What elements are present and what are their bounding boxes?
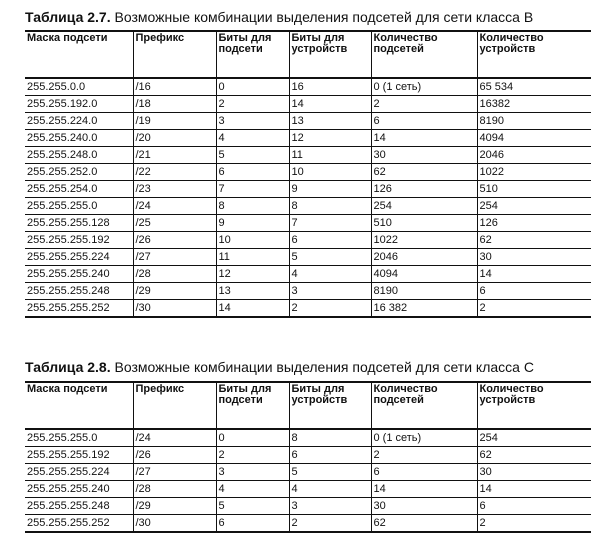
cell-mask: 255.255.255.0 xyxy=(25,429,133,447)
cell-host-count: 16382 xyxy=(477,96,591,113)
cell-prefix: /26 xyxy=(133,232,216,249)
cell-subnet-bits: 14 xyxy=(216,300,289,318)
table-row xyxy=(25,429,591,447)
cell-mask: 255.255.0.0 xyxy=(25,78,133,96)
table-row xyxy=(25,464,591,481)
cell-host-count: 65 534 xyxy=(477,78,591,96)
cell-subnet-bits: 4 xyxy=(216,481,289,498)
cell-mask: 255.255.255.192 xyxy=(25,447,133,464)
cell-host-count: 254 xyxy=(477,429,591,447)
table-row xyxy=(25,515,591,533)
cell-subnet-bits: 6 xyxy=(216,164,289,181)
table-2-8-number: Таблица 2.8. xyxy=(25,359,111,375)
cell-host-bits: 14 xyxy=(289,96,371,113)
cell-host-bits: 9 xyxy=(289,181,371,198)
cell-subnet-count: 8190 xyxy=(371,283,477,300)
cell-subnet-bits: 6 xyxy=(216,515,289,533)
cell-prefix: /30 xyxy=(133,300,216,318)
cell-subnet-count: 16 382 xyxy=(371,300,477,318)
cell-prefix: /29 xyxy=(133,498,216,515)
cell-subnet-bits: 5 xyxy=(216,147,289,164)
cell-mask: 255.255.192.0 xyxy=(25,96,133,113)
cell-host-bits: 6 xyxy=(289,447,371,464)
cell-host-count: 254 xyxy=(477,198,591,215)
cell-host-bits: 5 xyxy=(289,249,371,266)
header-host-bits: Биты для устройств xyxy=(289,382,371,429)
cell-mask: 255.255.240.0 xyxy=(25,130,133,147)
cell-subnet-count: 0 (1 сеть) xyxy=(371,429,477,447)
cell-subnet-count: 4094 xyxy=(371,266,477,283)
table-row xyxy=(25,96,591,113)
table-row xyxy=(25,266,591,283)
cell-prefix: /30 xyxy=(133,515,216,533)
cell-host-count: 126 xyxy=(477,215,591,232)
cell-host-bits: 11 xyxy=(289,147,371,164)
table-row xyxy=(25,198,591,215)
table-row xyxy=(25,283,591,300)
table-row xyxy=(25,498,591,515)
cell-mask: 255.255.248.0 xyxy=(25,147,133,164)
cell-subnet-count: 30 xyxy=(371,498,477,515)
header-prefix: Префикс xyxy=(133,382,216,429)
header-mask: Маска подсети xyxy=(25,382,133,429)
cell-mask: 255.255.255.128 xyxy=(25,215,133,232)
cell-prefix: /23 xyxy=(133,181,216,198)
cell-mask: 255.255.255.252 xyxy=(25,300,133,318)
table-2-7-number: Таблица 2.7. xyxy=(25,9,111,25)
cell-host-bits: 3 xyxy=(289,283,371,300)
cell-subnet-bits: 8 xyxy=(216,198,289,215)
header-row xyxy=(25,31,591,78)
cell-host-count: 62 xyxy=(477,232,591,249)
cell-mask: 255.255.255.248 xyxy=(25,498,133,515)
cell-host-bits: 13 xyxy=(289,113,371,130)
cell-subnet-count: 2 xyxy=(371,96,477,113)
cell-host-count: 2046 xyxy=(477,147,591,164)
cell-subnet-bits: 11 xyxy=(216,249,289,266)
cell-subnet-count: 30 xyxy=(371,147,477,164)
cell-subnet-count: 62 xyxy=(371,515,477,533)
cell-prefix: /21 xyxy=(133,147,216,164)
cell-subnet-bits: 10 xyxy=(216,232,289,249)
cell-host-bits: 7 xyxy=(289,215,371,232)
cell-subnet-bits: 3 xyxy=(216,113,289,130)
table-row xyxy=(25,481,591,498)
header-host-count: Количество устройств xyxy=(477,31,591,78)
cell-host-bits: 4 xyxy=(289,266,371,283)
cell-host-bits: 3 xyxy=(289,498,371,515)
cell-prefix: /26 xyxy=(133,447,216,464)
table-row xyxy=(25,232,591,249)
header-subnet-bits: Биты для подсети xyxy=(216,382,289,429)
table-2-8-caption xyxy=(25,359,534,375)
cell-mask: 255.255.224.0 xyxy=(25,113,133,130)
cell-host-count: 30 xyxy=(477,464,591,481)
cell-prefix: /25 xyxy=(133,215,216,232)
cell-subnet-count: 6 xyxy=(371,464,477,481)
cell-prefix: /28 xyxy=(133,481,216,498)
table-2-7-caption xyxy=(25,9,533,25)
cell-prefix: /24 xyxy=(133,429,216,447)
cell-subnet-bits: 3 xyxy=(216,464,289,481)
cell-host-count: 6 xyxy=(477,498,591,515)
cell-subnet-bits: 7 xyxy=(216,181,289,198)
cell-prefix: /27 xyxy=(133,249,216,266)
class-b-subnet-table xyxy=(25,30,591,318)
cell-mask: 255.255.255.248 xyxy=(25,283,133,300)
cell-subnet-bits: 9 xyxy=(216,215,289,232)
cell-subnet-bits: 2 xyxy=(216,447,289,464)
cell-mask: 255.255.255.192 xyxy=(25,232,133,249)
header-subnet-bits: Биты для подсети xyxy=(216,31,289,78)
cell-host-count: 30 xyxy=(477,249,591,266)
cell-subnet-count: 126 xyxy=(371,181,477,198)
cell-host-bits: 12 xyxy=(289,130,371,147)
cell-subnet-count: 14 xyxy=(371,481,477,498)
cell-prefix: /29 xyxy=(133,283,216,300)
table-row xyxy=(25,78,591,96)
cell-mask: 255.255.255.0 xyxy=(25,198,133,215)
cell-host-bits: 4 xyxy=(289,481,371,498)
cell-subnet-count: 14 xyxy=(371,130,477,147)
cell-mask: 255.255.255.240 xyxy=(25,481,133,498)
header-subnet-count: Количество подсетей xyxy=(371,382,477,429)
header-subnet-count: Количество подсетей xyxy=(371,31,477,78)
table-row xyxy=(25,249,591,266)
cell-subnet-bits: 2 xyxy=(216,96,289,113)
table-row xyxy=(25,300,591,318)
cell-prefix: /20 xyxy=(133,130,216,147)
cell-prefix: /19 xyxy=(133,113,216,130)
class-c-subnet-table xyxy=(25,381,591,533)
cell-mask: 255.255.254.0 xyxy=(25,181,133,198)
cell-host-bits: 5 xyxy=(289,464,371,481)
cell-host-bits: 8 xyxy=(289,198,371,215)
cell-host-count: 510 xyxy=(477,181,591,198)
cell-subnet-bits: 0 xyxy=(216,429,289,447)
cell-prefix: /28 xyxy=(133,266,216,283)
cell-mask: 255.255.252.0 xyxy=(25,164,133,181)
table-2-8-title: Возможные комбинации выделения подсетей для сети класса С xyxy=(114,359,534,375)
header-host-count: Количество устройств xyxy=(477,382,591,429)
table-row xyxy=(25,181,591,198)
cell-host-bits: 2 xyxy=(289,515,371,533)
cell-host-count: 4094 xyxy=(477,130,591,147)
cell-subnet-count: 62 xyxy=(371,164,477,181)
cell-prefix: /18 xyxy=(133,96,216,113)
cell-prefix: /27 xyxy=(133,464,216,481)
cell-host-count: 2 xyxy=(477,515,591,533)
table-2-7-title: Возможные комбинации выделения подсетей для сети класса В xyxy=(114,9,534,25)
cell-subnet-count: 2 xyxy=(371,447,477,464)
cell-subnet-count: 2046 xyxy=(371,249,477,266)
cell-subnet-count: 510 xyxy=(371,215,477,232)
cell-subnet-count: 1022 xyxy=(371,232,477,249)
cell-subnet-count: 254 xyxy=(371,198,477,215)
cell-host-count: 62 xyxy=(477,447,591,464)
cell-host-bits: 10 xyxy=(289,164,371,181)
cell-host-count: 8190 xyxy=(477,113,591,130)
cell-mask: 255.255.255.224 xyxy=(25,249,133,266)
table-row xyxy=(25,147,591,164)
cell-host-bits: 8 xyxy=(289,429,371,447)
table-row xyxy=(25,130,591,147)
cell-mask: 255.255.255.252 xyxy=(25,515,133,533)
header-row xyxy=(25,382,591,429)
cell-host-count: 2 xyxy=(477,300,591,318)
cell-subnet-bits: 12 xyxy=(216,266,289,283)
cell-subnet-bits: 4 xyxy=(216,130,289,147)
cell-mask: 255.255.255.240 xyxy=(25,266,133,283)
cell-mask: 255.255.255.224 xyxy=(25,464,133,481)
table-row xyxy=(25,215,591,232)
cell-host-bits: 2 xyxy=(289,300,371,318)
header-host-bits: Биты для устройств xyxy=(289,31,371,78)
cell-subnet-count: 6 xyxy=(371,113,477,130)
header-prefix: Префикс xyxy=(133,31,216,78)
table-row xyxy=(25,113,591,130)
cell-subnet-bits: 13 xyxy=(216,283,289,300)
cell-prefix: /22 xyxy=(133,164,216,181)
cell-subnet-bits: 0 xyxy=(216,78,289,96)
cell-subnet-count: 0 (1 сеть) xyxy=(371,78,477,96)
cell-host-count: 1022 xyxy=(477,164,591,181)
cell-host-bits: 16 xyxy=(289,78,371,96)
table-row xyxy=(25,447,591,464)
cell-host-count: 14 xyxy=(477,481,591,498)
cell-host-count: 14 xyxy=(477,266,591,283)
table-row xyxy=(25,164,591,181)
cell-host-count: 6 xyxy=(477,283,591,300)
cell-host-bits: 6 xyxy=(289,232,371,249)
cell-prefix: /16 xyxy=(133,78,216,96)
cell-subnet-bits: 5 xyxy=(216,498,289,515)
header-mask: Маска подсети xyxy=(25,31,133,78)
cell-prefix: /24 xyxy=(133,198,216,215)
